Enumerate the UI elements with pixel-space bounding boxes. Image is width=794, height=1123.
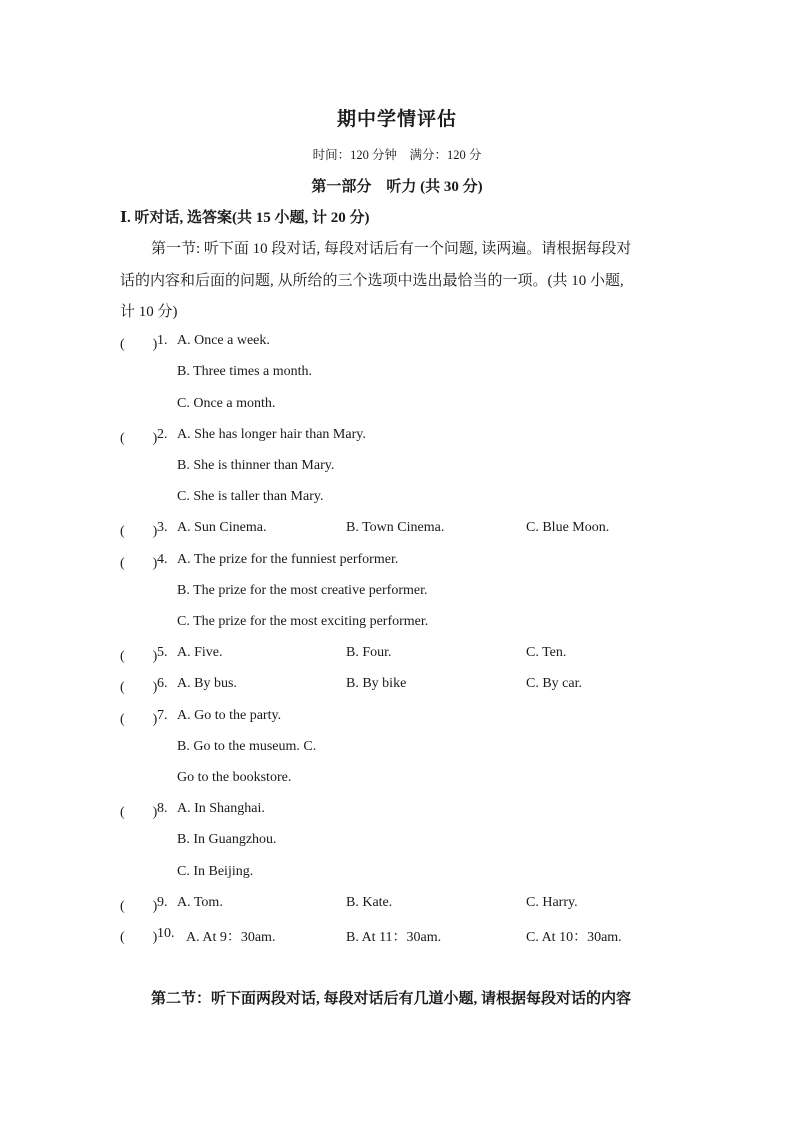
part-heading: 第一部分 听力 (共 30 分) bbox=[311, 179, 483, 195]
option-b: B. By bike bbox=[346, 676, 407, 691]
question-number: 4. bbox=[157, 552, 168, 567]
option-b: B. The prize for the most creative performer. bbox=[177, 583, 428, 598]
answer-blank[interactable]: ( ) bbox=[120, 680, 158, 695]
option-b: B. At 11：30am. bbox=[346, 930, 442, 945]
option-c: C. The prize for the most exciting performer. bbox=[177, 614, 429, 629]
option-a: A. Go to the party. bbox=[177, 708, 282, 723]
option-a: A. She has longer hair than Mary. bbox=[177, 427, 366, 442]
option-c: C. She is taller than Mary. bbox=[177, 489, 324, 504]
option-a: A. By bus. bbox=[177, 676, 237, 691]
instruction-1-line1: 第一节: 听下面 10 段对话, 每段对话后有一个问题, 读两遍。请根据每段对 bbox=[151, 241, 632, 257]
question-number: 9. bbox=[157, 895, 168, 910]
option-b: B. Town Cinema. bbox=[346, 520, 445, 535]
option-b: B. Three times a month. bbox=[177, 364, 313, 379]
question-number: 8. bbox=[157, 801, 168, 816]
answer-blank[interactable]: ( ) bbox=[120, 524, 158, 539]
instruction-2: 第二节：听下面两段对话, 每段对话后有几道小题, 请根据每段对话的内容 bbox=[151, 991, 632, 1007]
question-number: 6. bbox=[157, 676, 168, 691]
question-number: 1. bbox=[157, 333, 168, 348]
answer-blank[interactable]: ( ) bbox=[120, 930, 158, 945]
option-b: B. She is thinner than Mary. bbox=[177, 458, 335, 473]
instruction-1-line2: 话的内容和后面的问题, 从所给的三个选项中选出最恰当的一项。(共 10 小题, bbox=[120, 272, 624, 289]
option-a: A. Five. bbox=[177, 645, 223, 660]
instruction-1 bbox=[120, 234, 680, 329]
answer-blank[interactable]: ( ) bbox=[120, 337, 158, 352]
option-c: C. Once a month. bbox=[177, 396, 276, 411]
answer-blank[interactable]: ( ) bbox=[120, 805, 158, 820]
option-c: Go to the bookstore. bbox=[177, 770, 292, 785]
answer-blank[interactable]: ( ) bbox=[120, 899, 158, 914]
option-c: C. Blue Moon. bbox=[526, 520, 610, 535]
instruction-1-line3: 计 10 分) bbox=[120, 304, 178, 320]
option-c: C. At 10：30am. bbox=[526, 930, 622, 945]
answer-blank[interactable]: ( ) bbox=[120, 712, 158, 727]
answer-blank[interactable]: ( ) bbox=[120, 556, 158, 571]
option-b: B. In Guangzhou. bbox=[177, 832, 277, 847]
option-c: C. By car. bbox=[526, 676, 582, 691]
question-number: 10. bbox=[157, 926, 175, 941]
option-a: A. Once a week. bbox=[177, 333, 270, 348]
option-a: A. The prize for the funniest performer. bbox=[177, 552, 399, 567]
page-title: 期中学情评估 bbox=[336, 109, 457, 130]
question-number: 5. bbox=[157, 645, 168, 660]
answer-blank[interactable]: ( ) bbox=[120, 431, 158, 446]
option-c: C. Ten. bbox=[526, 645, 567, 660]
question-number: 3. bbox=[157, 520, 168, 535]
option-a: A. In Shanghai. bbox=[177, 801, 265, 816]
option-a: A. Tom. bbox=[177, 895, 223, 910]
option-a: A. At 9：30am. bbox=[186, 930, 276, 945]
option-b: B. Kate. bbox=[346, 895, 393, 910]
exam-meta: 时间：120 分钟 满分：120 分 bbox=[312, 148, 482, 162]
option-b: B. Go to the museum. C. bbox=[177, 739, 317, 754]
option-c: C. Harry. bbox=[526, 895, 578, 910]
option-a: A. Sun Cinema. bbox=[177, 520, 267, 535]
option-b: B. Four. bbox=[346, 645, 392, 660]
question-number: 2. bbox=[157, 427, 168, 442]
answer-blank[interactable]: ( ) bbox=[120, 649, 158, 664]
question-number: 7. bbox=[157, 708, 168, 723]
option-c: C. In Beijing. bbox=[177, 864, 254, 879]
section-heading: Ⅰ. 听对话, 选答案(共 15 小题, 计 20 分) bbox=[120, 210, 370, 226]
